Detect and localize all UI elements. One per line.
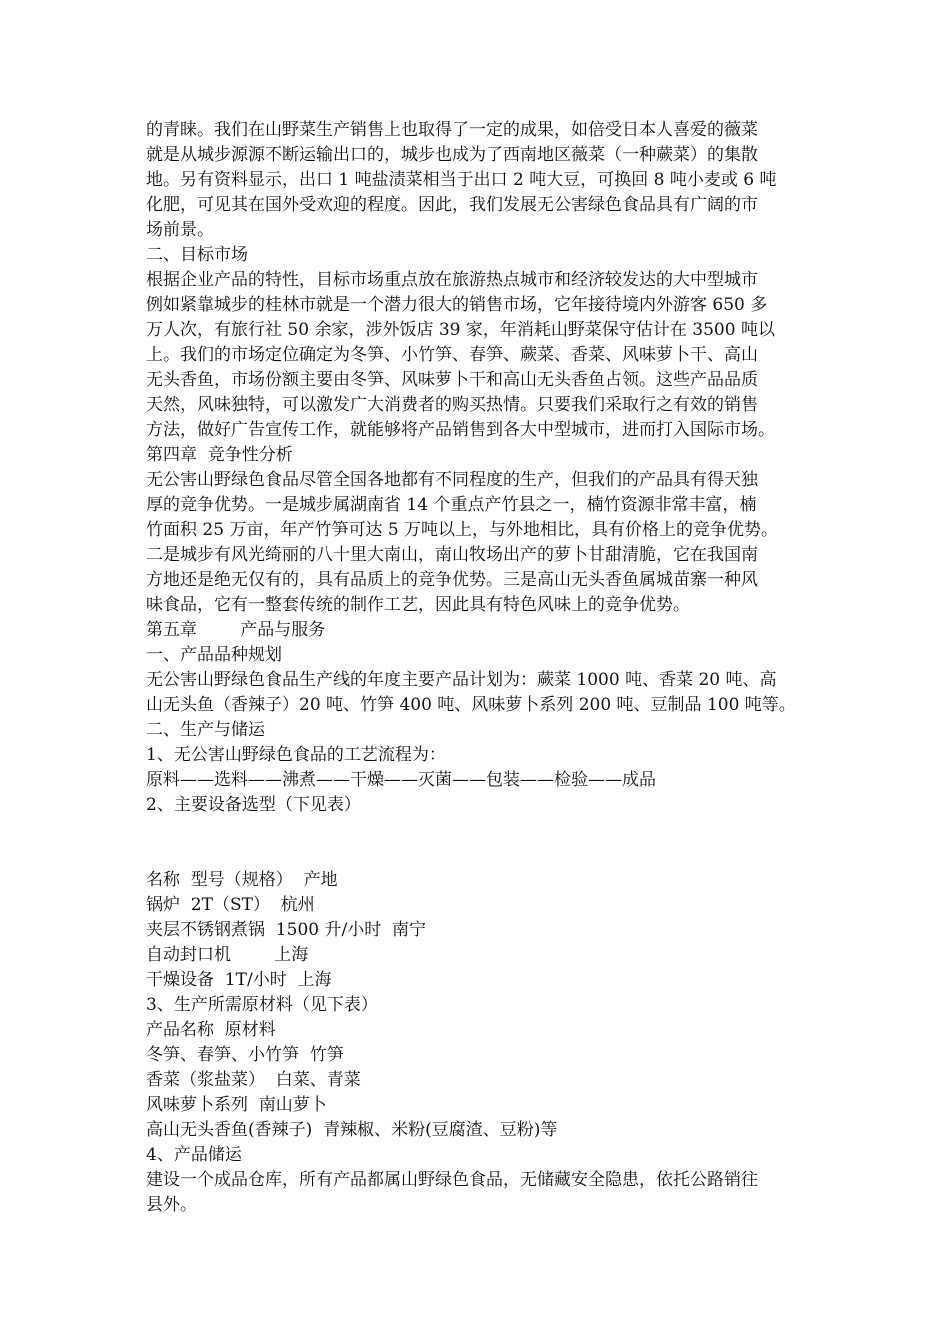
section-heading: 4、产品储运 — [146, 1145, 242, 1165]
chapter-heading: 第四章 竞争性分析 — [146, 445, 293, 465]
table-row: 香菜（浆盐菜） 白菜、青菜 — [146, 1070, 361, 1090]
text-line: 1、无公害山野绿色食品的工艺流程为： — [146, 745, 446, 765]
table-row: 风味萝卜系列 南山萝卜 — [146, 1095, 327, 1115]
text-block-tables — [146, 868, 816, 1218]
text-line: 二是城步有风光绮丽的八十里大南山，南山牧场出产的萝卜甘甜清脆，它在我国南 — [146, 545, 758, 565]
text-line: 无头香鱼，市场份额主要由冬笋、风味萝卜干和高山无头香鱼占领。这些产品品质 — [146, 370, 758, 390]
text-line: 例如紧靠城步的桂林市就是一个潜力很大的销售市场，它年接待境内外游客 650 多 — [146, 295, 768, 315]
text-line: 就是从城步源源不断运输出口的，城步也成为了西南地区薇菜（一种蕨菜）的集散 — [146, 145, 758, 165]
section-heading: 二、生产与储运 — [146, 720, 265, 740]
table-row: 干燥设备 1T/小时 上海 — [146, 970, 332, 990]
text-block-main — [146, 118, 816, 818]
text-line: 地。另有资料显示，出口 1 吨盐渍菜相当于出口 2 吨大豆，可换回 8 吨小麦或 6 吨 — [146, 170, 777, 190]
document-page — [146, 118, 816, 1218]
section-heading: 3、生产所需原材料（见下表） — [146, 995, 378, 1015]
chapter-heading: 第五章 产品与服务 — [146, 620, 326, 640]
text-line: 方地还是绝无仅有的，具有品质上的竞争优势。三是高山无头香鱼属城苗寨一种风 — [146, 570, 758, 590]
text-line: 根据企业产品的特性，目标市场重点放在旅游热点城市和经济较发达的大中型城市 — [146, 270, 758, 290]
text-line: 无公害山野绿色食品尽管全国各地都有不同程度的生产，但我们的产品具有得天独 — [146, 470, 758, 490]
table-row: 高山无头香鱼(香辣子) 青辣椒、米粉(豆腐渣、豆粉)等 — [146, 1120, 558, 1140]
text-line: 厚的竞争优势。一是城步属湖南省 14 个重点产竹县之一，楠竹资源非常丰富，楠 — [146, 495, 757, 515]
blank-gap — [146, 818, 816, 868]
table-row: 自动封口机 上海 — [146, 945, 309, 965]
text-line: 的青睐。我们在山野菜生产销售上也取得了一定的成果，如倍受日本人喜爱的薇菜 — [146, 120, 758, 140]
text-line: 化肥，可见其在国外受欢迎的程度。因此，我们发展无公害绿色食品具有广阔的市 — [146, 195, 758, 215]
text-line: 竹面积 25 万亩，年产竹笋可达 5 万吨以上，与外地相比，具有价格上的竞争优势。 — [146, 520, 779, 540]
table-header-row: 产品名称 原材料 — [146, 1020, 276, 1040]
table-header-row: 名称 型号（规格） 产地 — [146, 870, 338, 890]
text-line: 万人次，有旅行社 50 余家，涉外饭店 39 家，年消耗山野菜保守估计在 3500 吨以 — [146, 320, 775, 340]
text-line: 无公害山野绿色食品生产线的年度主要产品计划为：蕨菜 1000 吨、香菜 20 吨、高 — [146, 670, 777, 690]
text-line: 上。我们的市场定位确定为冬笋、小竹笋、春笋、蕨菜、香菜、风味萝卜干、高山 — [146, 345, 758, 365]
text-line: 场前景。 — [146, 220, 214, 240]
process-flow: 原料——选料——沸煮——干燥——灭菌——包装——检验——成品 — [146, 770, 656, 790]
table-row: 锅炉 2T（ST） 杭州 — [146, 895, 315, 915]
section-heading: 二、目标市场 — [146, 245, 248, 265]
table-row: 夹层不锈钢煮锅 1500 升/小时 南宁 — [146, 920, 427, 940]
text-line: 建设一个成品仓库，所有产品都属山野绿色食品，无储藏安全隐患，依托公路销往 — [146, 1170, 758, 1190]
text-line: 2、主要设备选型（下见表） — [146, 795, 361, 815]
text-line: 味食品，它有一整套传统的制作工艺，因此具有特色风味上的竞争优势。 — [146, 595, 690, 615]
text-line: 山无头鱼（香辣子）20 吨、竹笋 400 吨、风味萝卜系列 200 吨、豆制品 100 吨等。 — [146, 695, 796, 715]
table-row: 冬笋、春笋、小竹笋 竹笋 — [146, 1045, 344, 1065]
text-line: 方法，做好广告宣传工作，就能够将产品销售到各大中型城市，进而打入国际市场。 — [146, 420, 775, 440]
section-heading: 一、产品品种规划 — [146, 645, 282, 665]
text-line: 县外。 — [146, 1195, 197, 1215]
text-line: 天然，风味独特，可以激发广大消费者的购买热情。只要我们采取行之有效的销售 — [146, 395, 758, 415]
